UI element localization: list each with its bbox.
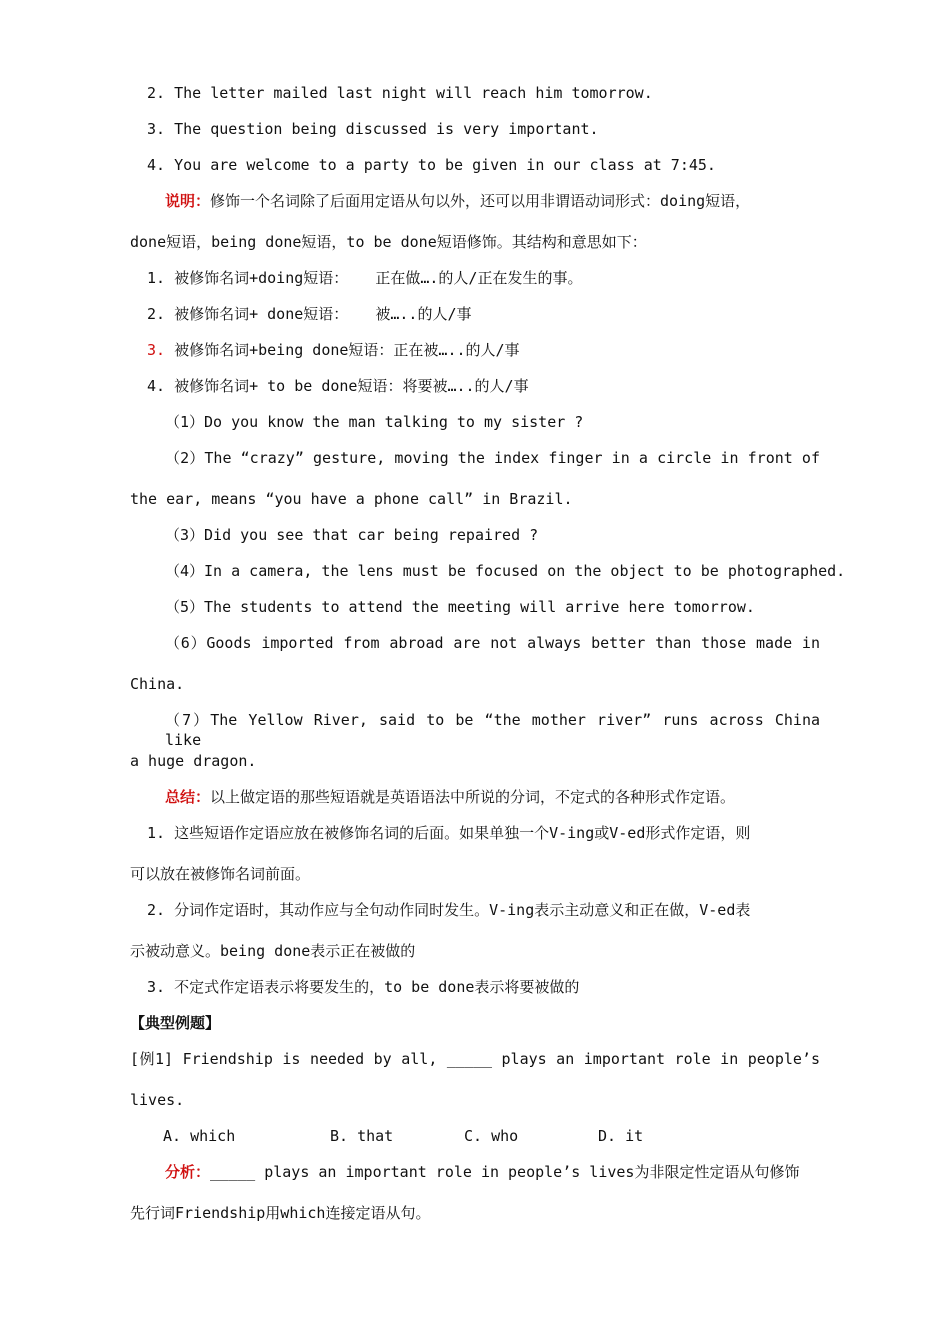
note-line-2: done短语，being done短语，to be done短语修饰。其结构和意思如下： [130,233,647,251]
example-sentence-2: 2. The letter mailed last night will reach him tomorrow. [147,84,653,102]
sentence-7-line-1: （7）The Yellow River, said to be “the mother river” runs across China like [165,711,820,749]
rule-2: 2. 被修饰名词+ done短语： 被…..的人/事 [147,305,472,323]
option-c: C. who [464,1127,519,1145]
sentence-1: （1）Do you know the man talking to my sister ? [165,413,584,431]
sentence-6-line-1: （6）Goods imported from abroad are not always better than those made in [165,634,820,652]
rule-3-text: 被修饰名词+being done短语：正在被…..的人/事 [165,341,520,359]
analysis-line-1 [165,1162,799,1182]
option-d: D. it [598,1127,644,1145]
rule-1: 1. 被修饰名词+doing短语： 正在做….的人/正在发生的事。 [147,269,583,287]
point-2-line-1: 2. 分词作定语时，其动作应与全句动作同时发生。V-ing表示主动意义和正在做，V-ed表 [147,901,751,919]
sentence-4: （4）In a camera, the lens must be focused on the object to be photographed. [165,562,846,580]
rule-4: 4. 被修饰名词+ to be done短语：将要被…..的人/事 [147,377,529,395]
example-sentence-3: 3. The question being discussed is very important. [147,120,599,138]
point-3: 3. 不定式作定语表示将要发生的，to be done表示将要被做的 [147,978,580,996]
question-1-line-2: lives. [130,1091,185,1109]
section-heading: 【典型例题】 [130,1014,221,1032]
summary-label: 总结： [165,788,211,806]
analysis-text-1: _____ plays an important role in people’s lives为非限定性定语从句修饰 [210,1163,800,1181]
note-line-1 [165,191,750,211]
option-b: B. that [330,1127,394,1145]
note-text-1: 修饰一个名词除了后面用定语从句以外，还可以用非谓语动词形式：doing短语， [210,192,751,210]
sentence-6-line-2: China. [130,675,185,693]
sentence-2-line-1: （2）The “crazy” gesture, moving the index finger in a circle in front of [165,449,820,467]
option-a: A. which [163,1127,236,1145]
rule-3-number: 3. [147,341,166,359]
question-1-line-1: [例1] Friendship is needed by all, _____ plays an important role in people’s [130,1050,820,1068]
point-1-line-1: 1. 这些短语作定语应放在被修饰名词的后面。如果单独一个V-ing或V-ed形式作定语，则 [147,824,751,842]
point-2-line-2: 示被动意义。being done表示正在被做的 [130,942,416,960]
analysis-line-2: 先行词Friendship用which连接定语从句。 [130,1204,431,1222]
rule-3 [147,340,520,360]
sentence-2-line-2: the ear, means “you have a phone call” in Brazil. [130,490,573,508]
sentence-3: （3）Did you see that car being repaired ? [165,526,539,544]
summary-line [165,787,735,807]
sentence-5: （5）The students to attend the meeting will arrive here tomorrow. [165,598,755,616]
point-1-line-2: 可以放在被修饰名词前面。 [130,865,311,883]
sentence-7-line-2: a huge dragon. [130,752,257,770]
summary-text: 以上做定语的那些短语就是英语语法中所说的分词，不定式的各种形式作定语。 [210,788,736,806]
example-sentence-4: 4. You are welcome to a party to be given in our class at 7:45. [147,156,716,174]
analysis-label: 分析： [165,1163,211,1181]
note-label: 说明： [165,192,211,210]
